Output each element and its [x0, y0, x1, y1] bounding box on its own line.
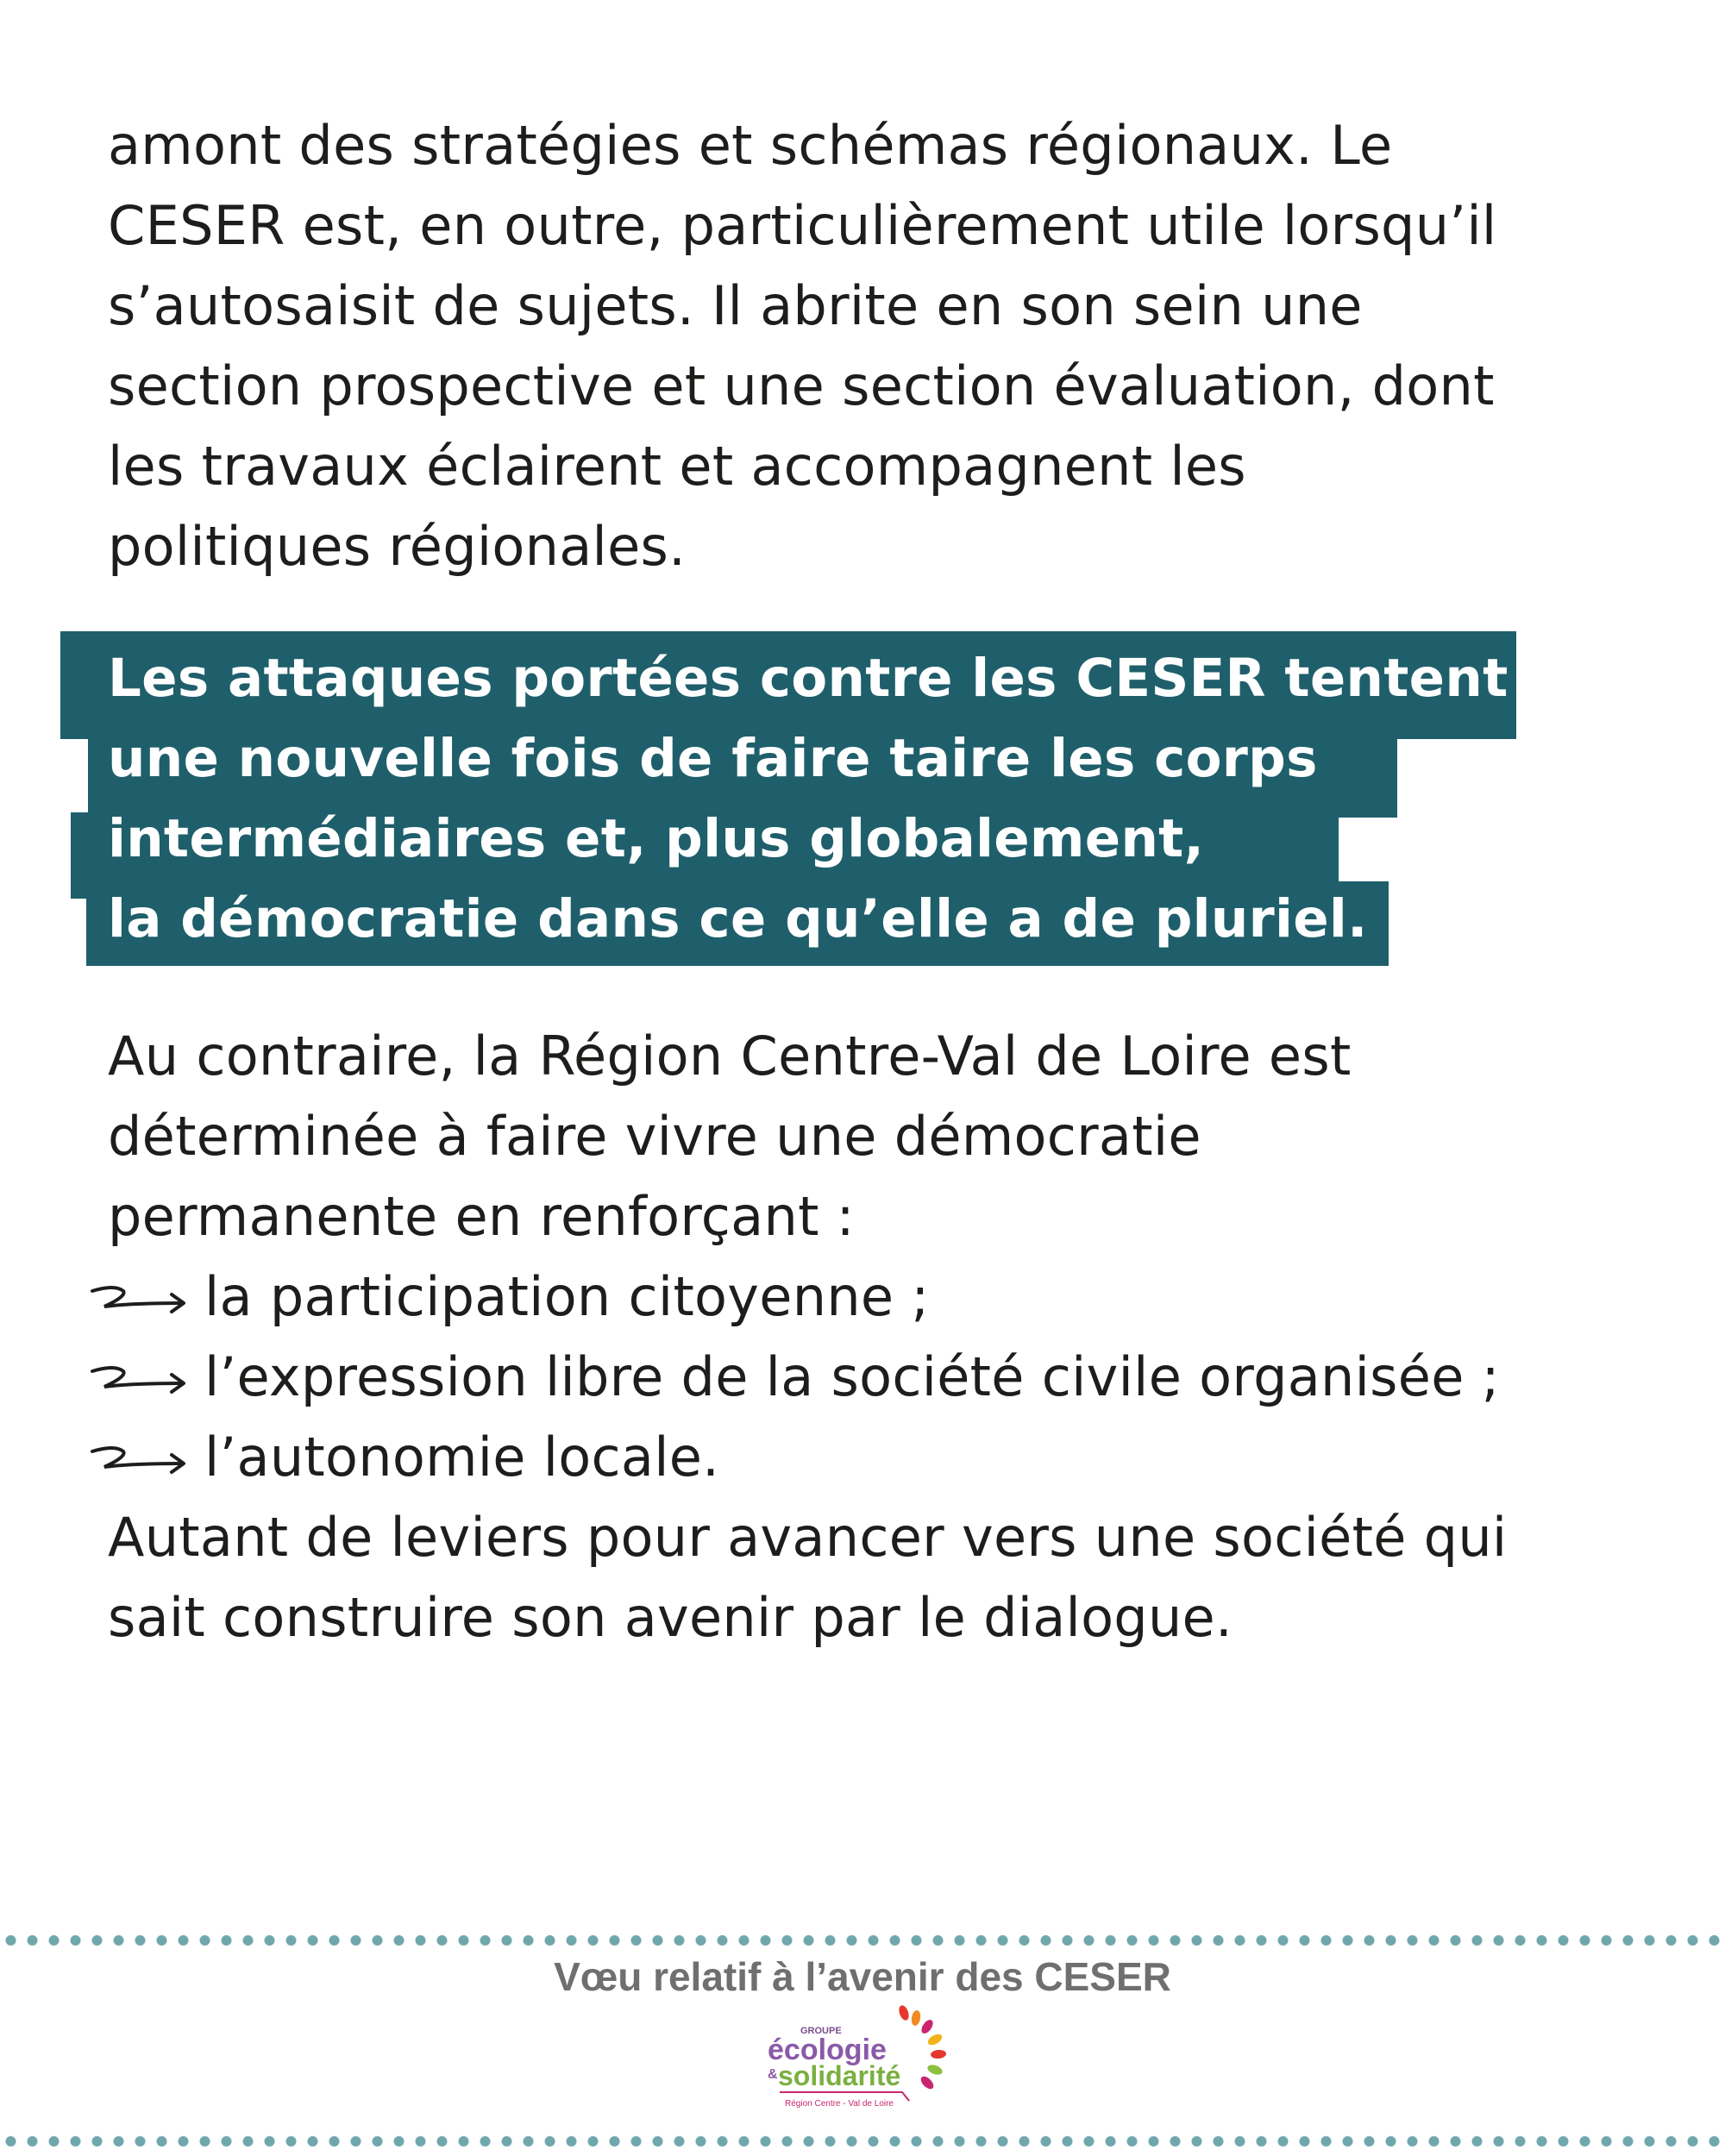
bullet-item	[108, 1337, 1643, 1417]
intro-line: les travaux éclairent et accompagnent les	[108, 435, 1246, 498]
dotted-divider	[0, 1934, 1725, 1946]
bullet-text: l’autonomie locale.	[204, 1426, 720, 1489]
curly-arrow-icon	[89, 1441, 201, 1476]
bullet-item	[108, 1257, 1643, 1337]
bullet-text: l’expression libre de la société civile organisée ;	[204, 1345, 1500, 1408]
quote-line: une nouvelle fois de faire taire les corps	[108, 728, 1318, 789]
quote-line: intermédiaires et, plus globalement,	[108, 808, 1205, 869]
intro-line: s’autosaisit de sujets. Il abrite en son sein une	[108, 274, 1363, 337]
closing-line: Autant de leviers pour avancer vers une société qui	[108, 1506, 1508, 1569]
intro-paragraph	[108, 105, 1643, 586]
logo-region: Région Centre - Val de Loire	[785, 2099, 894, 2109]
highlighted-quote	[108, 638, 1643, 959]
intro-line: politiques régionales.	[108, 515, 687, 578]
closing-line: Au contraire, la Région Centre-Val de Loire est	[108, 1025, 1352, 1087]
closing-line: sait construire son avenir par le dialogue.	[108, 1586, 1233, 1649]
quote-line: la démocratie dans ce qu’elle a de pluriel.	[108, 888, 1368, 950]
closing-paragraph	[108, 1016, 1643, 1658]
leaf-icon	[897, 2004, 946, 2091]
intro-line: amont des stratégies et schémas régionaux. Le	[108, 114, 1393, 177]
bullet-text: la participation citoyenne ;	[204, 1265, 930, 1328]
curly-arrow-icon	[89, 1281, 201, 1315]
closing-line: déterminée à faire vivre une démocratie	[108, 1105, 1201, 1168]
closing-line: permanente en renforçant :	[108, 1185, 855, 1248]
footer-title: Vœu relatif à l’avenir des CESER	[554, 1954, 1171, 1999]
curly-arrow-icon	[89, 1361, 201, 1395]
logo-ecologie: écologie	[768, 2034, 887, 2066]
logo-solidarite: solidarité	[778, 2060, 901, 2091]
logo-groupe: GROUPE	[800, 2026, 842, 2036]
group-logo	[750, 2001, 966, 2122]
bullet-item	[108, 1417, 1643, 1497]
dotted-divider	[0, 2135, 1725, 2147]
quote-line: Les attaques portées contre les CESER tentent	[108, 648, 1509, 709]
logo-amp: &	[768, 2067, 778, 2082]
intro-line: section prospective et une section évaluation, dont	[108, 354, 1495, 417]
intro-line: CESER est, en outre, particulièrement utile lorsqu’il	[108, 194, 1497, 257]
